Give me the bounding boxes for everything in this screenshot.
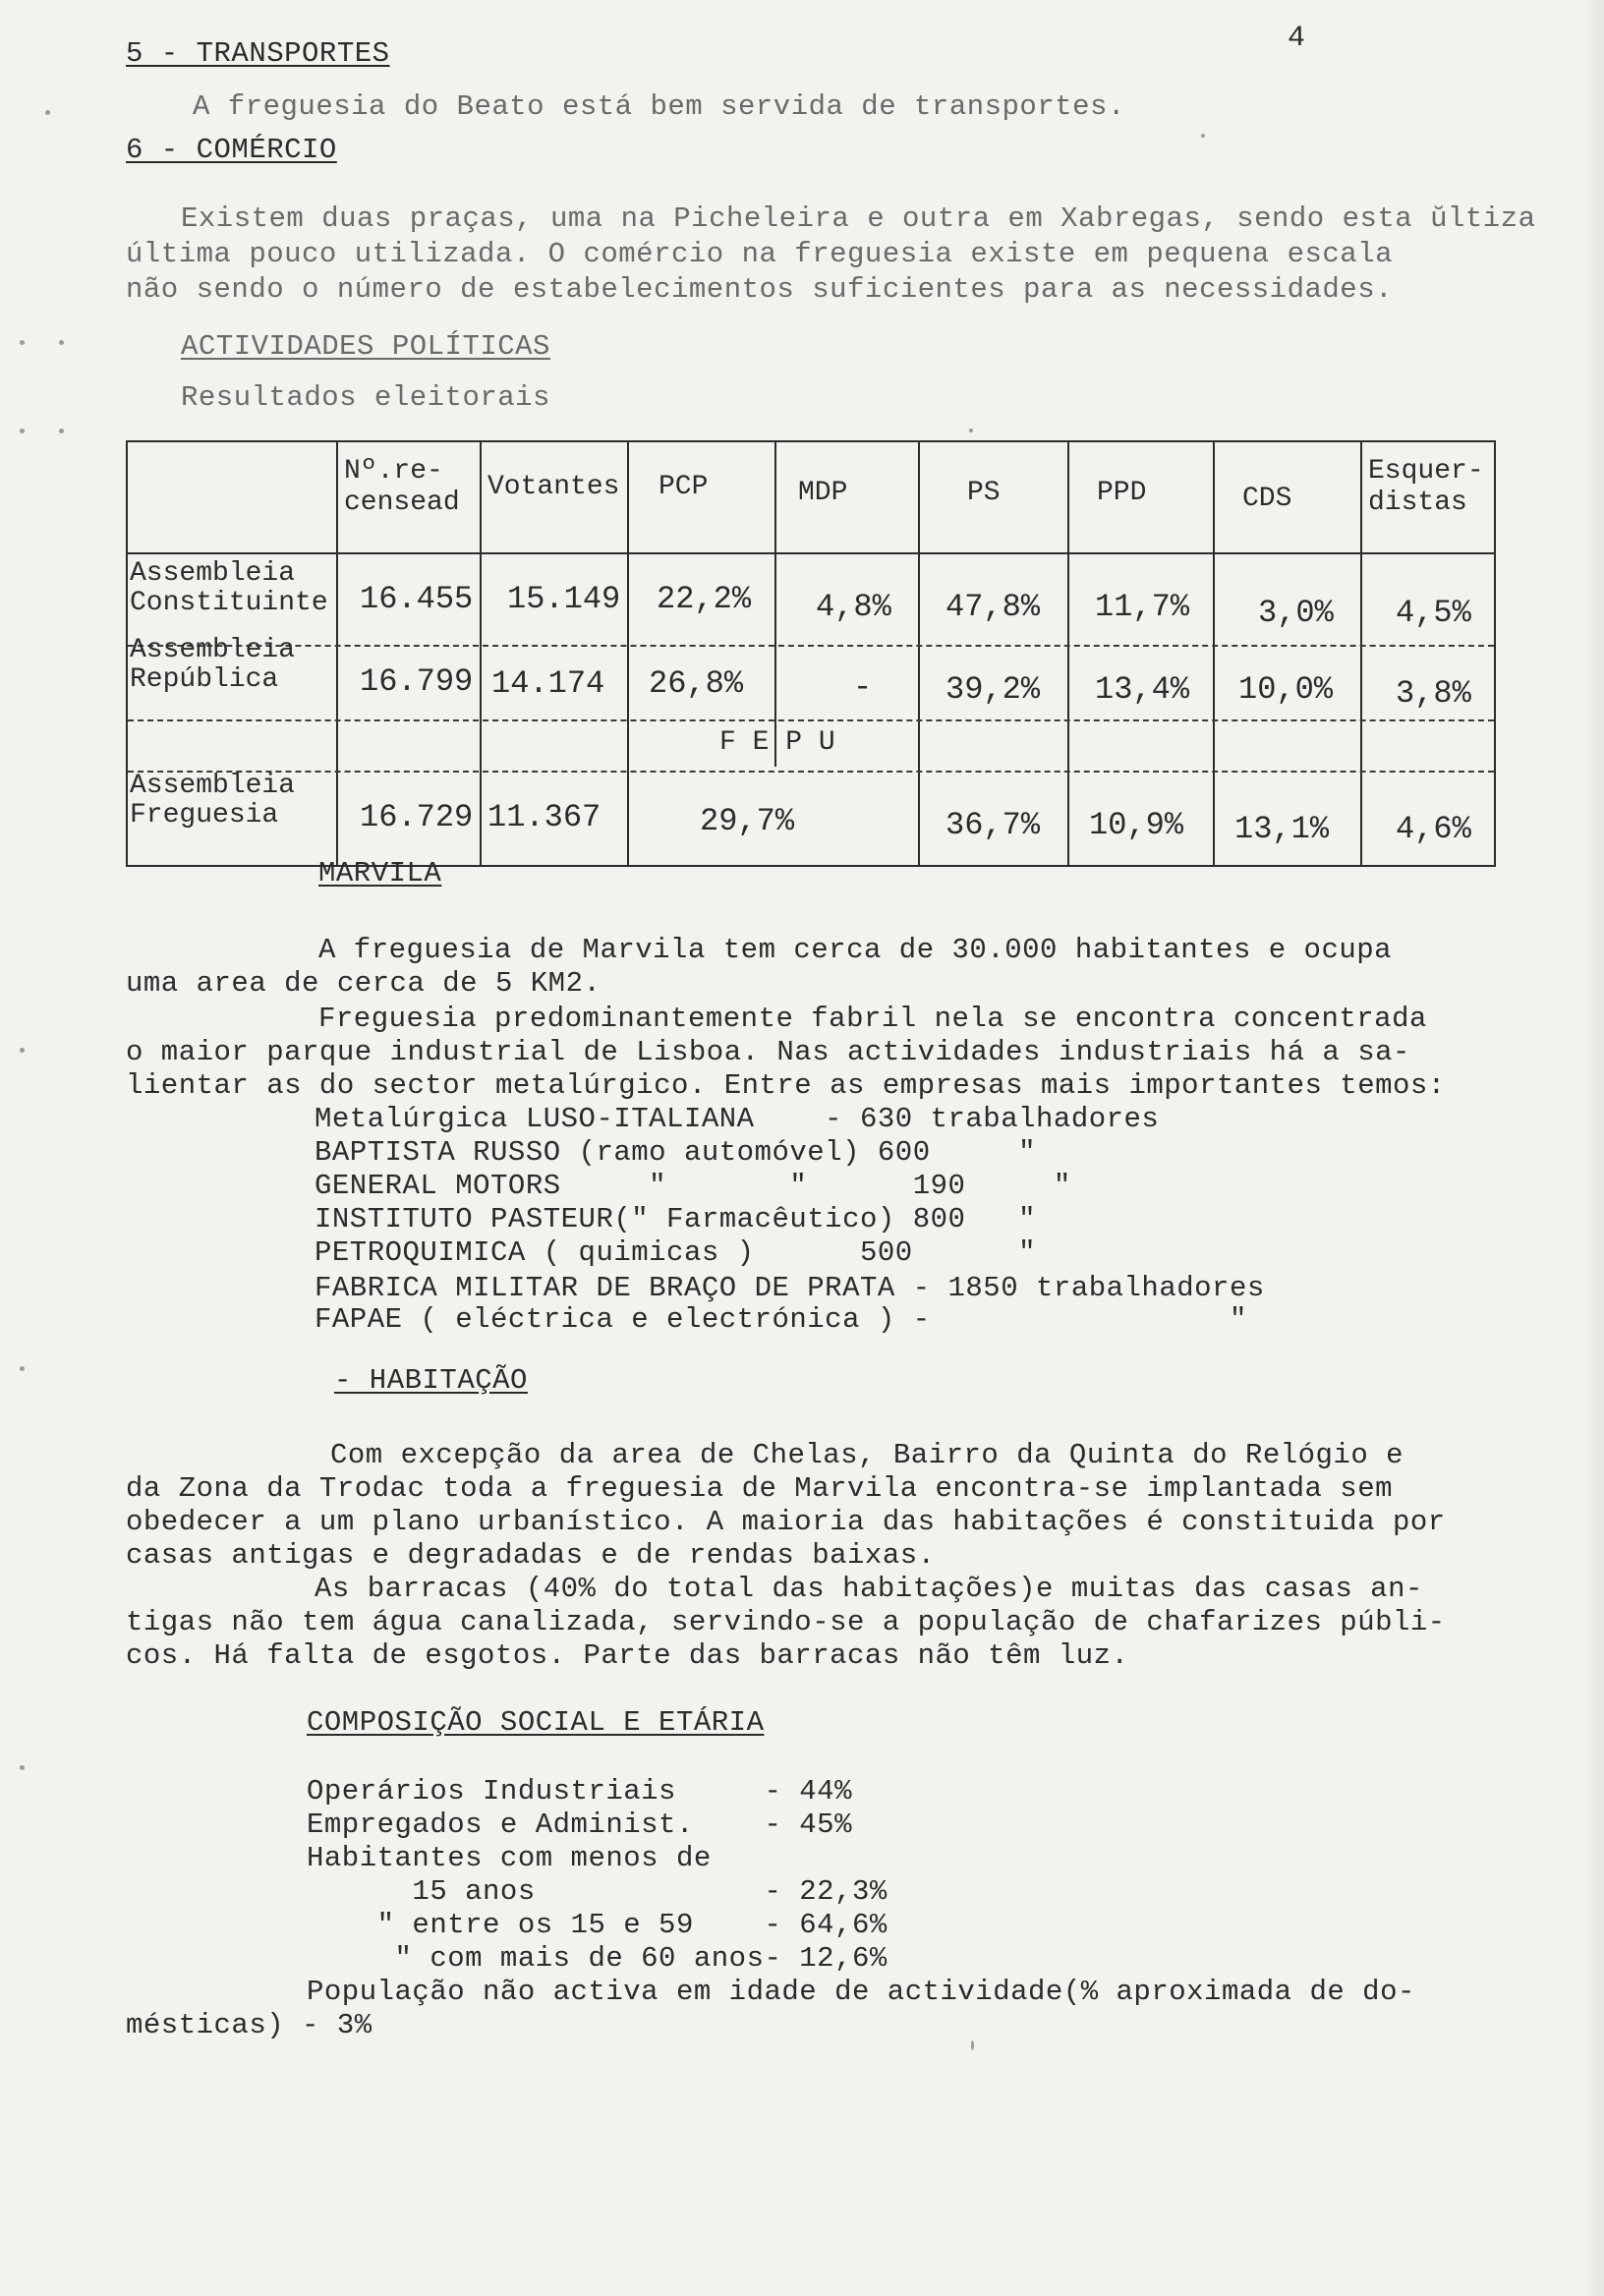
header-esquerdistas-2: distas [1368,488,1467,518]
margin-mark [20,1048,25,1053]
cell-mdp: - [853,669,873,706]
company-item: BAPTISTA RUSSO (ramo automóvel) 600 " [315,1136,1037,1169]
company-item: Metalúrgica LUSO-ITALIANA - 630 trabalhadores [315,1103,1160,1135]
paper-edge-shadow [1582,0,1604,2296]
cell-ppd: 13,4% [1095,671,1190,708]
transport-text: A freguesia do Beato está bem servida de transportes. [193,90,1125,123]
cell-pcp: 22,2% [657,581,752,617]
fepu-label: F E P U [719,727,835,758]
composicao-line-3: Habitantes com menos de [307,1842,712,1874]
cell-recenseados: 16.729 [360,799,474,835]
marvila-line-1: A freguesia de Marvila tem cerca de 30.000 habitantes e ocupa [318,934,1393,966]
marvila-line-3: Freguesia predominantemente fabril nela se encontra concentrada [318,1003,1427,1035]
section-heading-comercio: 6 - COMÉRCIO [126,134,337,166]
composicao-line-1: Operários Industriais - 44% [307,1775,852,1808]
company-item: FAPAE ( eléctrica e electrónica ) - " [315,1303,1247,1336]
cell-votantes: 14.174 [491,665,605,702]
margin-mark [59,429,64,433]
composicao-line-5: " entre os 15 e 59 - 64,6% [307,1909,888,1941]
section-heading-composicao: COMPOSIÇÃO SOCIAL E ETÁRIA [307,1706,765,1739]
marvila-line-4: o maior parque industrial de Lisboa. Nas actividades industriais há a sa- [126,1036,1410,1068]
cell-mdp: 4,8% [816,589,891,625]
cell-ppd: 10,9% [1089,807,1184,843]
row-label-constituinte-2: Constituinte [130,588,328,618]
header-recenseados-2: censead [344,488,460,518]
cell-esquerdistas: 3,8% [1396,675,1471,712]
margin-mark [1201,134,1205,138]
habitacao-line-5: As barracas (40% do total das habitações)e muitas das casas an- [315,1573,1423,1605]
composicao-line-6: " com mais de 60 anos- 12,6% [307,1942,888,1975]
habitacao-line-6: tigas não tem água canalizada, servindo-se a população de chafarizes públi- [126,1606,1446,1638]
margin-mark [969,429,973,432]
cell-ps: 39,2% [945,671,1041,708]
section-heading-transportes: 5 - TRANSPORTES [126,37,390,70]
composicao-line-2: Empregados e Administ. - 45% [307,1808,852,1841]
commerce-line-1: Existem duas praças, uma na Picheleira e outra em Xabregas, sendo esta ŭltiza [181,202,1536,235]
header-pcp: PCP [659,472,709,502]
page-number: 4 [1288,22,1306,55]
cell-cds: 3,0% [1258,595,1334,631]
cell-fepu: 29,7% [700,803,795,839]
header-cds: CDS [1242,484,1292,514]
margin-mark [20,1366,25,1371]
row-label-republica-2: República [130,664,279,695]
commerce-line-3: não sendo o número de estabelecimentos suficientes para as necessidades. [126,273,1394,306]
habitacao-line-3: obedecer a um plano urbanístico. A maioria das habitações é constituida por [126,1506,1446,1538]
habitacao-line-1: Com excepção da area de Chelas, Bairro da Quinta do Relógio e [330,1439,1404,1471]
company-item: GENERAL MOTORS " " 190 " [315,1170,1071,1202]
header-mdp: MDP [798,478,848,508]
header-esquerdistas-1: Esquer- [1368,456,1484,487]
electoral-results-subheading: Resultados eleitorais [181,381,550,414]
header-ps: PS [967,478,1001,508]
cell-ps: 47,8% [945,589,1041,625]
row-label-constituinte-1: Assembleia [130,558,296,589]
cell-esquerdistas: 4,5% [1396,595,1471,631]
margin-mark [971,2040,974,2050]
habitacao-line-2: da Zona da Trodac toda a freguesia de Marvila encontra-se implantada sem [126,1472,1394,1505]
composicao-line-7: População não activa em idade de actividade(% aproximada de do- [307,1976,1415,2008]
cell-cds: 13,1% [1234,811,1330,847]
section-heading-habitacao: - HABITAÇÃO [334,1364,528,1397]
cell-cds: 10,0% [1238,671,1334,708]
composicao-line-4: 15 anos - 22,3% [307,1875,888,1908]
margin-mark [45,110,50,115]
habitacao-line-7: cos. Há falta de esgotos. Parte das barracas não têm luz. [126,1639,1129,1672]
cell-recenseados: 16.799 [360,663,474,700]
margin-mark [59,340,64,345]
header-ppd: PPD [1097,478,1147,508]
row-label-freguesia-1: Assembleia [130,771,296,801]
company-item: FABRICA MILITAR DE BRAÇO DE PRATA - 1850 trabalhadores [315,1272,1265,1304]
cell-ps: 36,7% [945,807,1041,843]
commerce-line-2: última pouco utilizada. O comércio na freguesia existe em pequena escala [126,238,1394,270]
cell-pcp: 26,8% [649,665,744,702]
company-item: INSTITUTO PASTEUR(" Farmacêutico) 800 " [315,1203,1037,1235]
margin-mark [20,429,25,433]
cell-votantes: 15.149 [507,581,621,617]
row-label-freguesia-2: Freguesia [130,800,279,831]
header-recenseados-1: Nº.re- [344,456,443,487]
cell-esquerdistas: 4,6% [1396,811,1471,847]
margin-mark [20,340,25,345]
marvila-line-5: lientar as do sector metalúrgico. Entre as empresas mais importantes temos: [126,1069,1446,1102]
cell-votantes: 11.367 [487,799,602,835]
section-heading-actividades-politicas: ACTIVIDADES POLÍTICAS [181,330,550,363]
row-label-republica-1: Assembleia [130,635,296,665]
habitacao-line-4: casas antigas e degradadas e de rendas baixas. [126,1539,936,1572]
header-votantes: Votantes [487,472,620,502]
marvila-line-2: uma area de cerca de 5 KM2. [126,967,602,1000]
section-heading-marvila: MARVILA [318,857,442,890]
cell-recenseados: 16.455 [360,581,474,617]
margin-mark [20,1765,25,1770]
cell-ppd: 11,7% [1095,589,1190,625]
company-item: PETROQUIMICA ( quimicas ) 500 " [315,1236,1037,1269]
composicao-line-8: mésticas) - 3% [126,2009,372,2041]
electoral-results-table [126,440,1496,867]
